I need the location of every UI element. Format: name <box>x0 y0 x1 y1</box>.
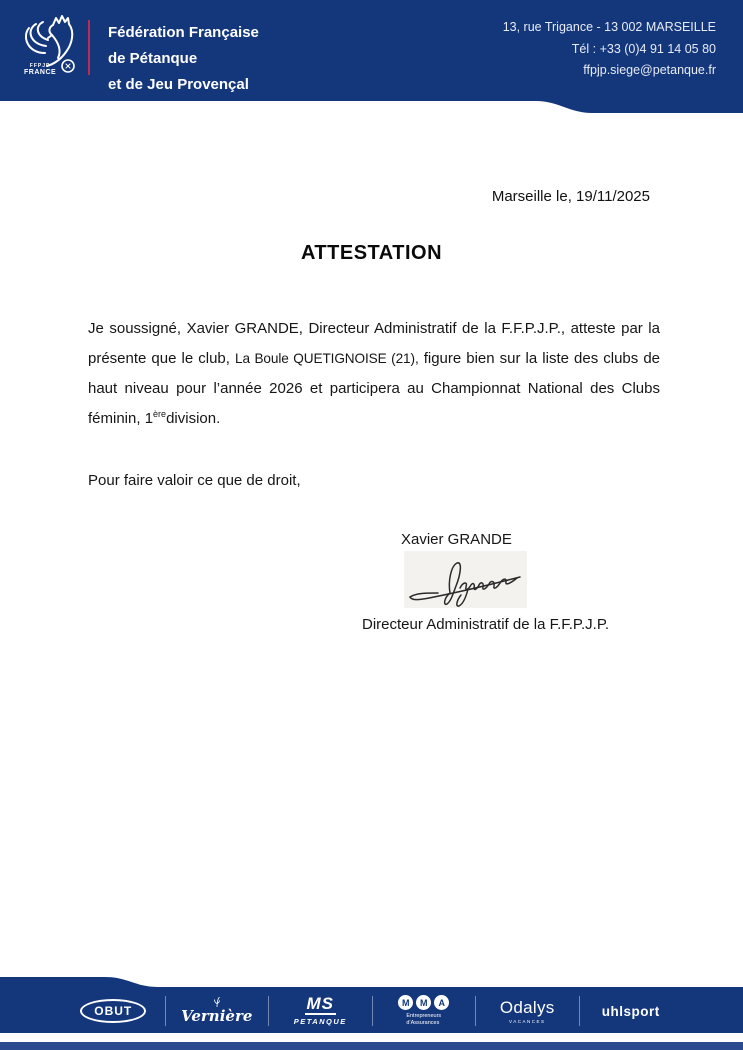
closing-line: Pour faire valoir ce que de droit, <box>88 472 301 489</box>
mma-sub-line2: d’Assurances <box>406 1020 440 1026</box>
body-paragraph <box>88 314 660 434</box>
letterhead <box>0 0 743 116</box>
sponsor-divider <box>165 996 166 1026</box>
contact-block <box>503 17 716 82</box>
sponsor-odalys <box>476 988 579 1034</box>
body-segment-1: Je soussigné, Xavier GRANDE, Directeur Administratif de la F.F.P.J.P., atteste par la présente que le club, <box>88 320 660 367</box>
sponsor-logos-row <box>62 988 682 1034</box>
odalys-label: Odalys <box>499 998 555 1017</box>
sponsor-divider <box>372 996 373 1026</box>
logo-caption-bottom: FRANCE <box>24 69 57 76</box>
org-name-line2: de Pétanque <box>108 50 198 67</box>
footer <box>0 968 743 1050</box>
dateline: Marseille le, 19/11/2025 <box>491 188 650 205</box>
sponsor-uhlsport <box>580 988 683 1034</box>
obut-oval-icon <box>80 999 146 1023</box>
signature-icon <box>404 551 527 608</box>
sponsor-divider <box>579 996 580 1026</box>
mma-sub-line1: Entrepreneurs <box>406 1013 442 1019</box>
ms-label: MS <box>306 994 334 1013</box>
contact-phone: Tél : +33 (0)4 91 14 05 80 <box>571 41 716 56</box>
mma-circle-m1: M <box>398 995 413 1010</box>
logo-caption <box>24 64 56 76</box>
logo-caption-top: FFPJP <box>29 63 51 69</box>
sponsor-obut <box>62 988 165 1034</box>
signer-title: Directeur Administratif de la F.F.P.J.P. <box>362 616 610 633</box>
uhlsport-label: uhlsport <box>601 1003 660 1019</box>
sponsor-mma <box>373 988 476 1034</box>
org-name-line1: Fédération Française <box>108 24 259 41</box>
contact-address: 13, rue Trigance - 13 002 MARSEILLE <box>502 20 716 34</box>
contact-email: ffpjp.siege@petanque.fr <box>583 63 716 77</box>
sponsor-verniere <box>166 988 269 1034</box>
odalys-sub-label: VACANCES <box>509 1019 546 1024</box>
ffpjp-logo <box>20 12 90 90</box>
document-title: ATTESTATION <box>300 242 443 264</box>
sponsor-divider <box>475 996 476 1026</box>
mma-circle-a: A <box>434 995 449 1010</box>
signer-name: Xavier GRANDE <box>401 531 512 548</box>
ordinal-superscript: ère <box>153 409 167 419</box>
verniere-label: Vernière <box>181 1007 253 1025</box>
body-segment-3: division. <box>166 410 221 427</box>
sponsor-ms-petanque <box>269 988 372 1034</box>
wheat-sprig-icon <box>210 997 224 1007</box>
handwritten-signature <box>404 551 527 608</box>
ms-sub-label: PETANQUE <box>293 1017 347 1026</box>
org-name <box>108 20 259 98</box>
footer-bottom-strip <box>0 1042 743 1050</box>
sponsor-divider <box>268 996 269 1026</box>
obut-label: OBUT <box>94 1004 133 1018</box>
club-name: La Boule QUETIGNOISE (21), <box>234 351 419 366</box>
rooster-icon <box>20 12 90 90</box>
header-red-divider <box>88 20 90 75</box>
mma-circles-icon <box>398 995 449 1010</box>
mma-sub-label <box>406 1013 441 1027</box>
org-name-line3: et de Jeu Provençal <box>108 76 249 93</box>
body-segment-2: figure bien sur la liste des clubs de haut niveau pour l’année 2026 et participera au Championnat National des Clubs féminin, 1 <box>88 350 661 427</box>
mma-circle-m2: M <box>416 995 431 1010</box>
